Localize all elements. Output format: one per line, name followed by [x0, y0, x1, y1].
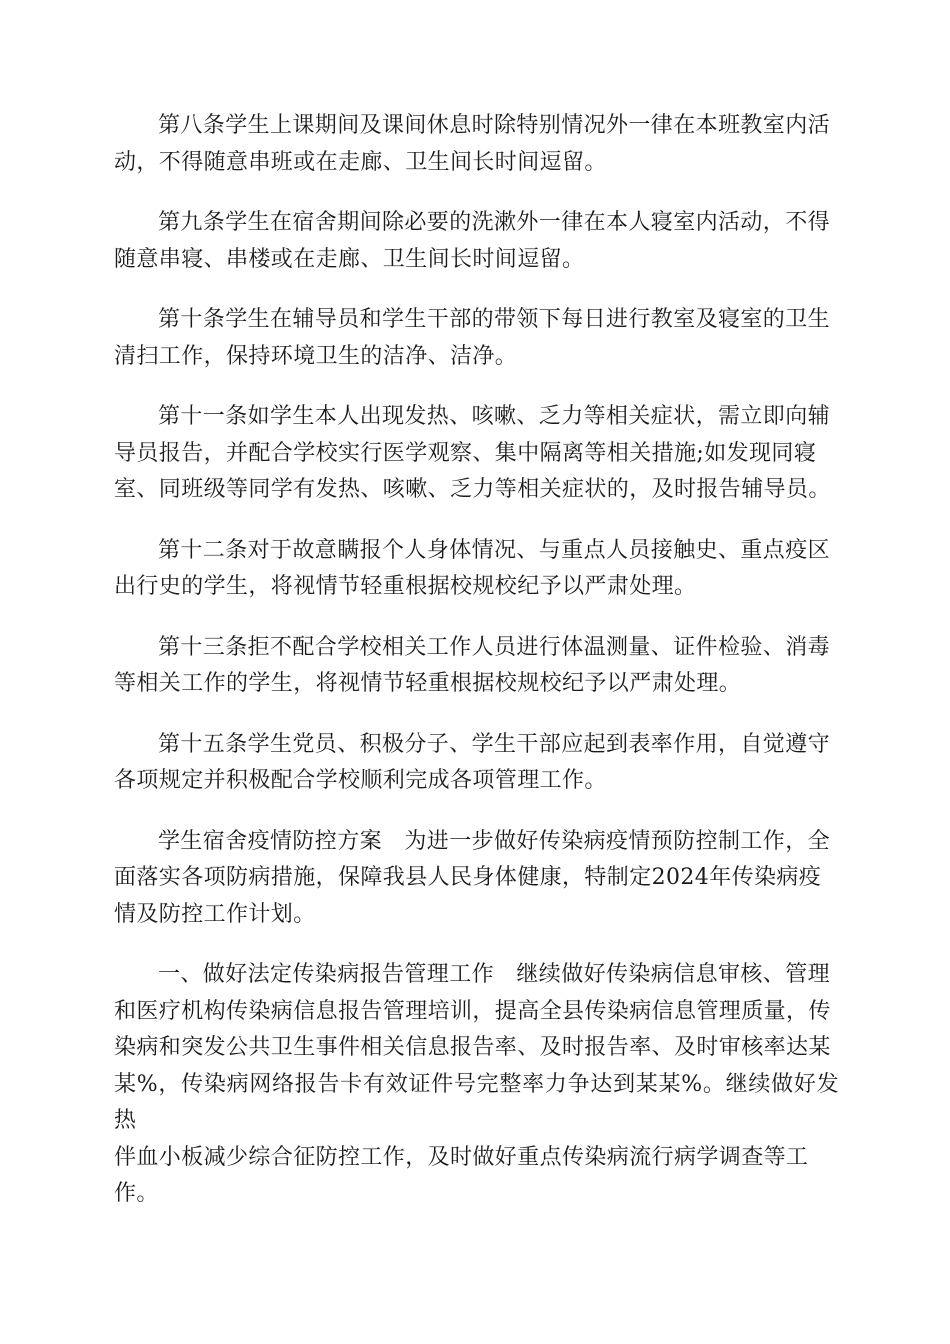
text-line: 室、同班级等同学有发热、咳嗽、乏力等相关症状的，及时报告辅导员。 [114, 477, 831, 502]
text-line: 导员报告，并配合学校实行医学观察、集中隔离等相关措施;如发现同寝 [114, 440, 817, 466]
text-line: 第十一条如学生本人出现发热、咳嗽、乏力等相关症状，需立即向辅 [158, 404, 831, 429]
text-line: 出行史的学生，将视情节轻重根据校规校纪予以严肃处理。 [114, 574, 697, 599]
text-line: 一、做好法定传染病报告管理工作 继续做好传染病信息审核、管理 [158, 962, 831, 987]
paragraph-article-10 [114, 302, 839, 375]
text-line: 动，不得随意串班或在走廊、卫生间长时间逗留。 [114, 149, 607, 175]
paragraph-article-13 [114, 630, 839, 703]
paragraph-dorm-plan [114, 824, 839, 934]
text-line: 各项规定并积极配合学校顺利完成各项管理工作。 [114, 768, 607, 793]
text-line: 某%，传染病网络报告卡有效证件号完整率力争达到某某%。继续做好发热 [114, 1071, 839, 1133]
text-line: 学生宿舍疫情防控方案 为进一步做好传染病疫情预防控制工作，全 [158, 828, 831, 854]
text-line: 等相关工作的学生，将视情节轻重根据校规校纪予以严肃处理。 [114, 671, 742, 696]
text-line: 染病和突发公共卫生事件相关信息报告率、及时报告率、及时审核率达某 [114, 1035, 831, 1060]
text-line: 第九条学生在宿舍期间除必要的洗漱外一律在本人寝室内活动，不得 [158, 210, 831, 235]
text-line: 随意串寝、串楼或在走廊、卫生间长时间逗留。 [114, 246, 585, 272]
text-line: 第十五条学生党员、积极分子、学生干部应起到表率作用，自觉遵守 [158, 731, 831, 757]
text-line: 第十二条对于故意瞒报个人身体情况、与重点人员接触史、重点疫区 [158, 537, 831, 563]
text-line: 情及防控工作计划。 [114, 901, 316, 927]
text-line: 清扫工作，保持环境卫生的洁净、洁净。 [114, 343, 518, 369]
text-line: 第十条学生在辅导员和学生干部的带领下每日进行教室及寝室的卫生 [158, 307, 831, 332]
document-body [114, 108, 839, 1237]
paragraph-article-12 [114, 533, 839, 606]
text-line: 第十三条拒不配合学校相关工作人员进行体温测量、证件检验、消毒 [158, 634, 831, 660]
paragraph-article-15 [114, 727, 839, 800]
paragraph-article-9 [114, 205, 839, 278]
text-line: 第八条学生上课期间及课间休息时除特别情况外一律在本班教室内活 [158, 113, 831, 138]
text-line: 面落实各项防病措施，保障我县人民身体健康，特制定2024年传染病疫 [114, 865, 822, 890]
paragraph-article-8 [114, 108, 839, 181]
text-line: 作。 [114, 1181, 159, 1206]
paragraph-section-one [114, 957, 839, 1213]
text-line: 伴血小板减少综合征防控工作，及时做好重点传染病流行病学调查等工 [114, 1144, 809, 1170]
text-line: 和医疗机构传染病信息报告管理培训，提高全县传染病信息管理质量，传 [114, 998, 831, 1024]
paragraph-article-11 [114, 399, 839, 509]
